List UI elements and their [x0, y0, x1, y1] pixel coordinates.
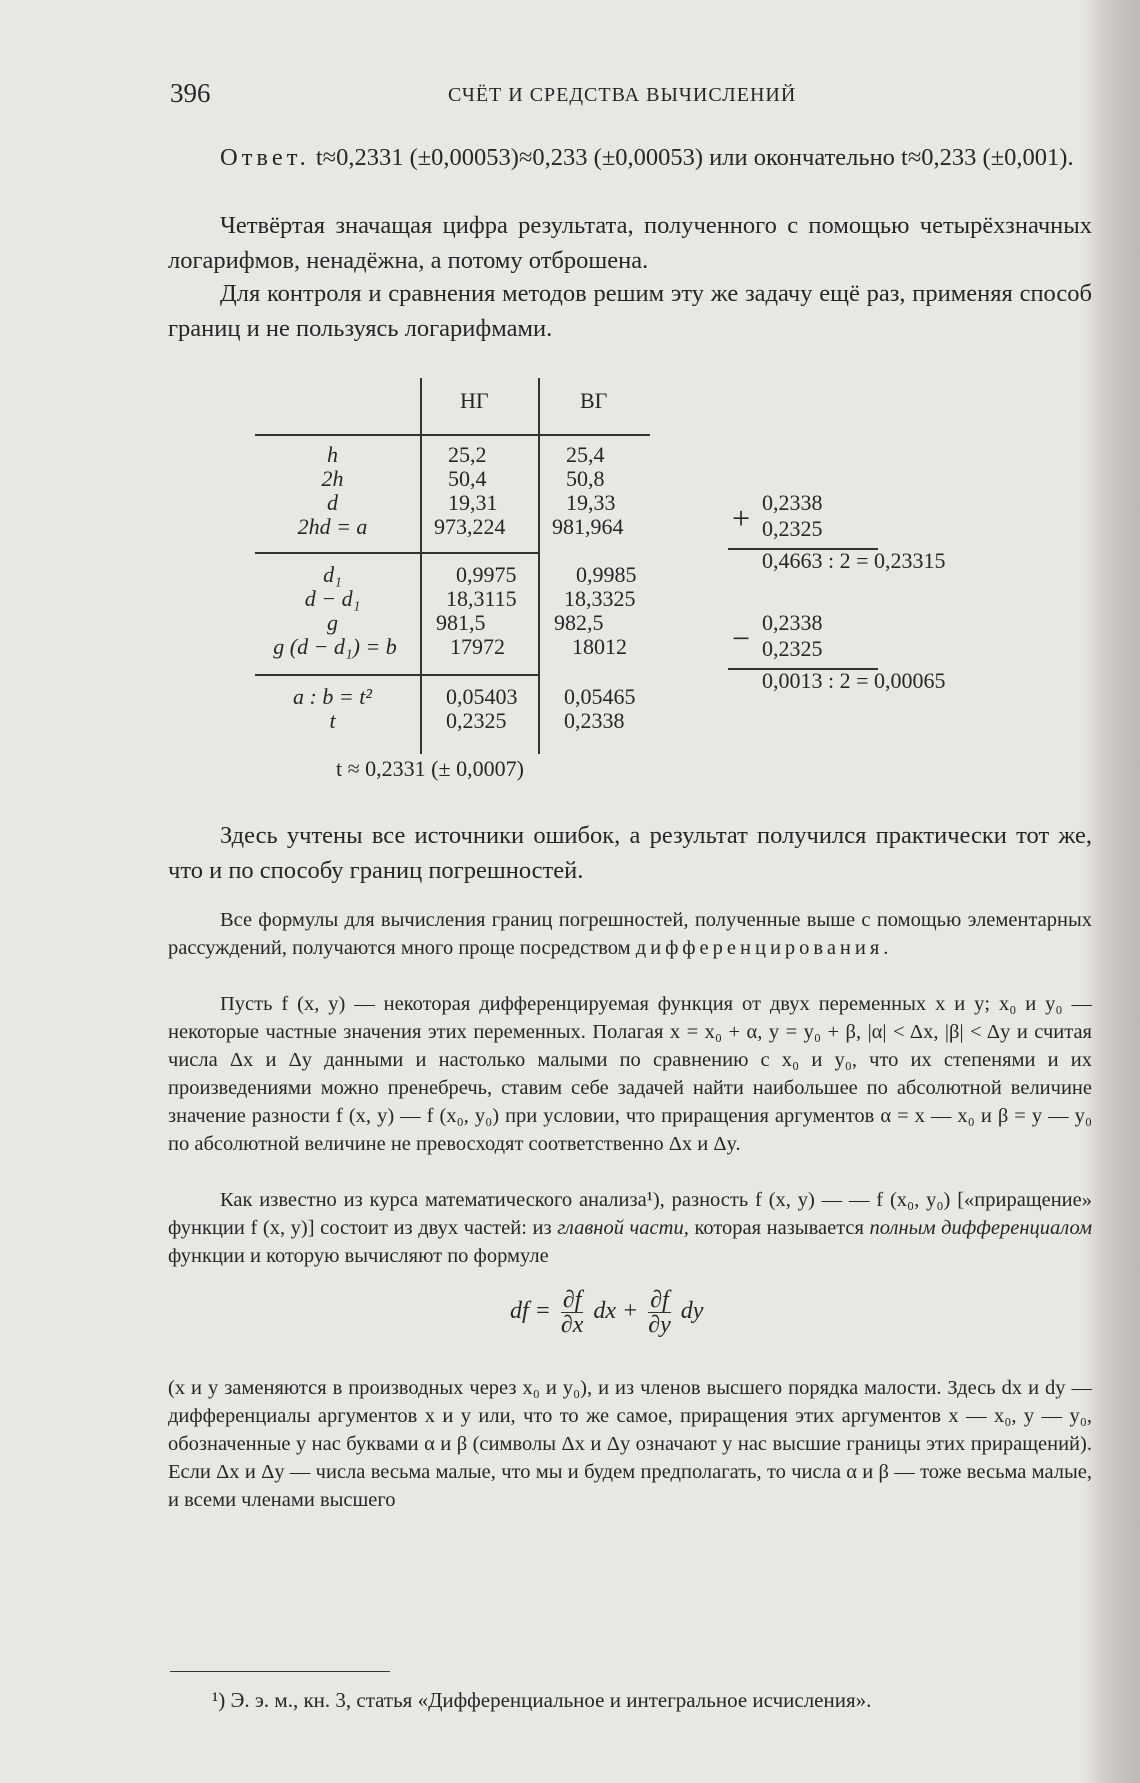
- table-hline-2b: [422, 552, 540, 554]
- table-cell-vg: 0,9985: [576, 562, 637, 587]
- table-cell-vg: 981,964: [552, 514, 624, 539]
- answer-paragraph: [168, 140, 1092, 175]
- table-hline-3b: [422, 674, 540, 676]
- table-cell-vg: 0,2338: [564, 708, 625, 733]
- paragraph-significant-digit: Четвёртая значащая цифра результата, полученного с помощью четырёхзначных логарифмов, ненадёжна, а потому отброшена.: [168, 212, 1092, 274]
- paragraph-conclusion: Здесь учтены все источники ошибок, а результат получился практически тот же, что и по способу границ погрешностей.: [168, 822, 1092, 884]
- table-cell-ng: 0,2325: [446, 708, 507, 733]
- calc-diff-result: 0,0013 : 2 = 0,00065: [762, 668, 946, 693]
- calc-diff-a: 0,2338: [762, 610, 823, 635]
- footnote: ¹) Э. э. м., кн. 3, статья «Дифференциальное и интегральное исчисления».: [212, 1688, 872, 1712]
- table-header-vg: ВГ: [580, 388, 608, 413]
- paragraph-differentiation: [168, 906, 1092, 962]
- frac-den: ∂x: [560, 1312, 584, 1338]
- calc-sum-b: 0,2325: [762, 516, 823, 541]
- running-title: СЧЁТ И СРЕДСТВА ВЫЧИСЛЕНИЙ: [448, 84, 797, 106]
- table-cell-vg: 25,4: [566, 442, 605, 467]
- table-cell-ng: 25,2: [448, 442, 487, 467]
- minus-sign: −: [732, 620, 751, 656]
- paragraph-analysis: [168, 1186, 1092, 1270]
- frac-den: ∂y: [648, 1312, 671, 1338]
- table-row-label: h: [327, 442, 338, 467]
- paragraph-higher-order: (x и y заменяются в производных через x₀ и y₀), и из членов высшего порядка малости. Здесь dx и dy — дифференциалы аргументов x и y или, что то же самое, приращения этих аргументов x — x₀, y — y₀, обозначенные у нас буквами α и β (символы Δx и Δy означают у нас высшие границы этих приращений). Если Δx и Δy — числа весьма малые, что мы и будем предполагать, то числа α и β — тоже весьма малые, и всеми членами высшего: [168, 1377, 1092, 1511]
- frac-num: ∂f: [650, 1287, 669, 1313]
- table-cell-ng: 18,3115: [446, 586, 517, 611]
- table-cell-vg: 0,05465: [564, 684, 636, 709]
- table-cell-ng: 17972: [450, 634, 505, 659]
- plus-sign: +: [732, 500, 751, 536]
- analysis-text-b: которая называется: [694, 1217, 864, 1239]
- formula-end: dy: [680, 1298, 704, 1325]
- table-cell-vg: 19,33: [566, 490, 616, 515]
- table-cell-ng: 973,224: [434, 514, 506, 539]
- answer-text: t≈0,2331 (±0,00053)≈0,233 (±0,00053) или окончательно t≈0,233 (±0,001).: [315, 144, 1074, 171]
- table-header-ng: НГ: [460, 388, 489, 413]
- partial-fraction-x: [561, 1288, 584, 1337]
- table-cell-ng: 50,4: [448, 466, 487, 491]
- table-hline-1: [255, 434, 650, 436]
- analysis-emphasis-2: полным дифференциалом: [869, 1217, 1093, 1239]
- formula-mid: dx +: [593, 1298, 639, 1325]
- table-cell-ng: 19,31: [448, 490, 498, 515]
- table-result: t ≈ 0,2331 (± 0,0007): [336, 756, 524, 781]
- table-row-label: t: [329, 708, 336, 733]
- footnote-rule: [170, 1671, 390, 1672]
- paragraph-control: Для контроля и сравнения методов решим эту же задачу ещё раз, применяя способ границ и не пользуясь логарифмами.: [168, 280, 1092, 342]
- table-hline-2a: [255, 552, 425, 554]
- frac-num: ∂f: [562, 1287, 582, 1313]
- table-row-label: d − d₁: [304, 586, 361, 611]
- differential-formula: [510, 1288, 703, 1337]
- table-cell-ng: 0,9975: [456, 562, 517, 587]
- table-hline-3a: [255, 674, 425, 676]
- table-row-label: 2hd = a: [297, 514, 368, 539]
- analysis-text-a: Как известно из курса математического анализа¹), разность f (x, y) — — f (x₀, y₀) [«приращение» функции f (x, y)] состоит из двух частей: из: [168, 1189, 1092, 1239]
- page-number: 396: [170, 78, 211, 108]
- table-row-label: a : b = t²: [293, 684, 372, 709]
- table-row-label: g: [327, 610, 338, 635]
- differentiation-term: дифференцирования.: [635, 937, 893, 959]
- calc-diff-b: 0,2325: [762, 636, 823, 661]
- formula-lhs: df =: [510, 1298, 551, 1325]
- table-row-label: 2h: [321, 466, 344, 491]
- table-cell-vg: 18,3325: [564, 586, 636, 611]
- table-row-label: d: [327, 490, 338, 515]
- answer-label: Ответ.: [220, 144, 310, 171]
- analysis-text-c: функции и которую вычисляют по формуле: [168, 1245, 549, 1267]
- table-cell-vg: 18012: [572, 634, 627, 659]
- table-cell-ng: 0,05403: [446, 684, 518, 709]
- table-row-label: g (d − d₁) = b: [273, 634, 397, 659]
- calc-sum-a: 0,2338: [762, 490, 823, 515]
- differentiation-text: Все формулы для вычисления границ погрешностей, полученные выше с помощью элементарных рассуждений, получаются много проще посредством: [168, 909, 1092, 959]
- table-cell-vg: 982,5: [554, 610, 604, 635]
- partial-fraction-y: [648, 1288, 671, 1337]
- table-cell-ng: 981,5: [436, 610, 486, 635]
- calc-sum-result: 0,4663 : 2 = 0,23315: [762, 548, 946, 573]
- table-cell-vg: 50,8: [566, 466, 605, 491]
- analysis-emphasis-1: главной части,: [557, 1217, 689, 1239]
- paragraph-function-definition: Пусть f (x, y) — некоторая дифференцируемая функция от двух переменных x и y; x₀ и y₀ — некоторые частные значения этих переменных. Полагая x = x₀ + α, y = y₀ + β, |α| < Δx, |β| < Δy и считая числа Δx и Δy данными и настолько малыми по сравнению с x₀ и y₀, что их степенями и их произведениями можно пренебречь, ставим себе задачей найти наибольшее по абсолютной величине значение разности f (x, y) — f (x₀, y₀) при условии, что приращения аргументов α = x — x₀ и β = y — y₀ по абсолютной величине не превосходят соответственно Δx и Δy.: [168, 993, 1092, 1155]
- table-row-label: d₁: [323, 562, 342, 587]
